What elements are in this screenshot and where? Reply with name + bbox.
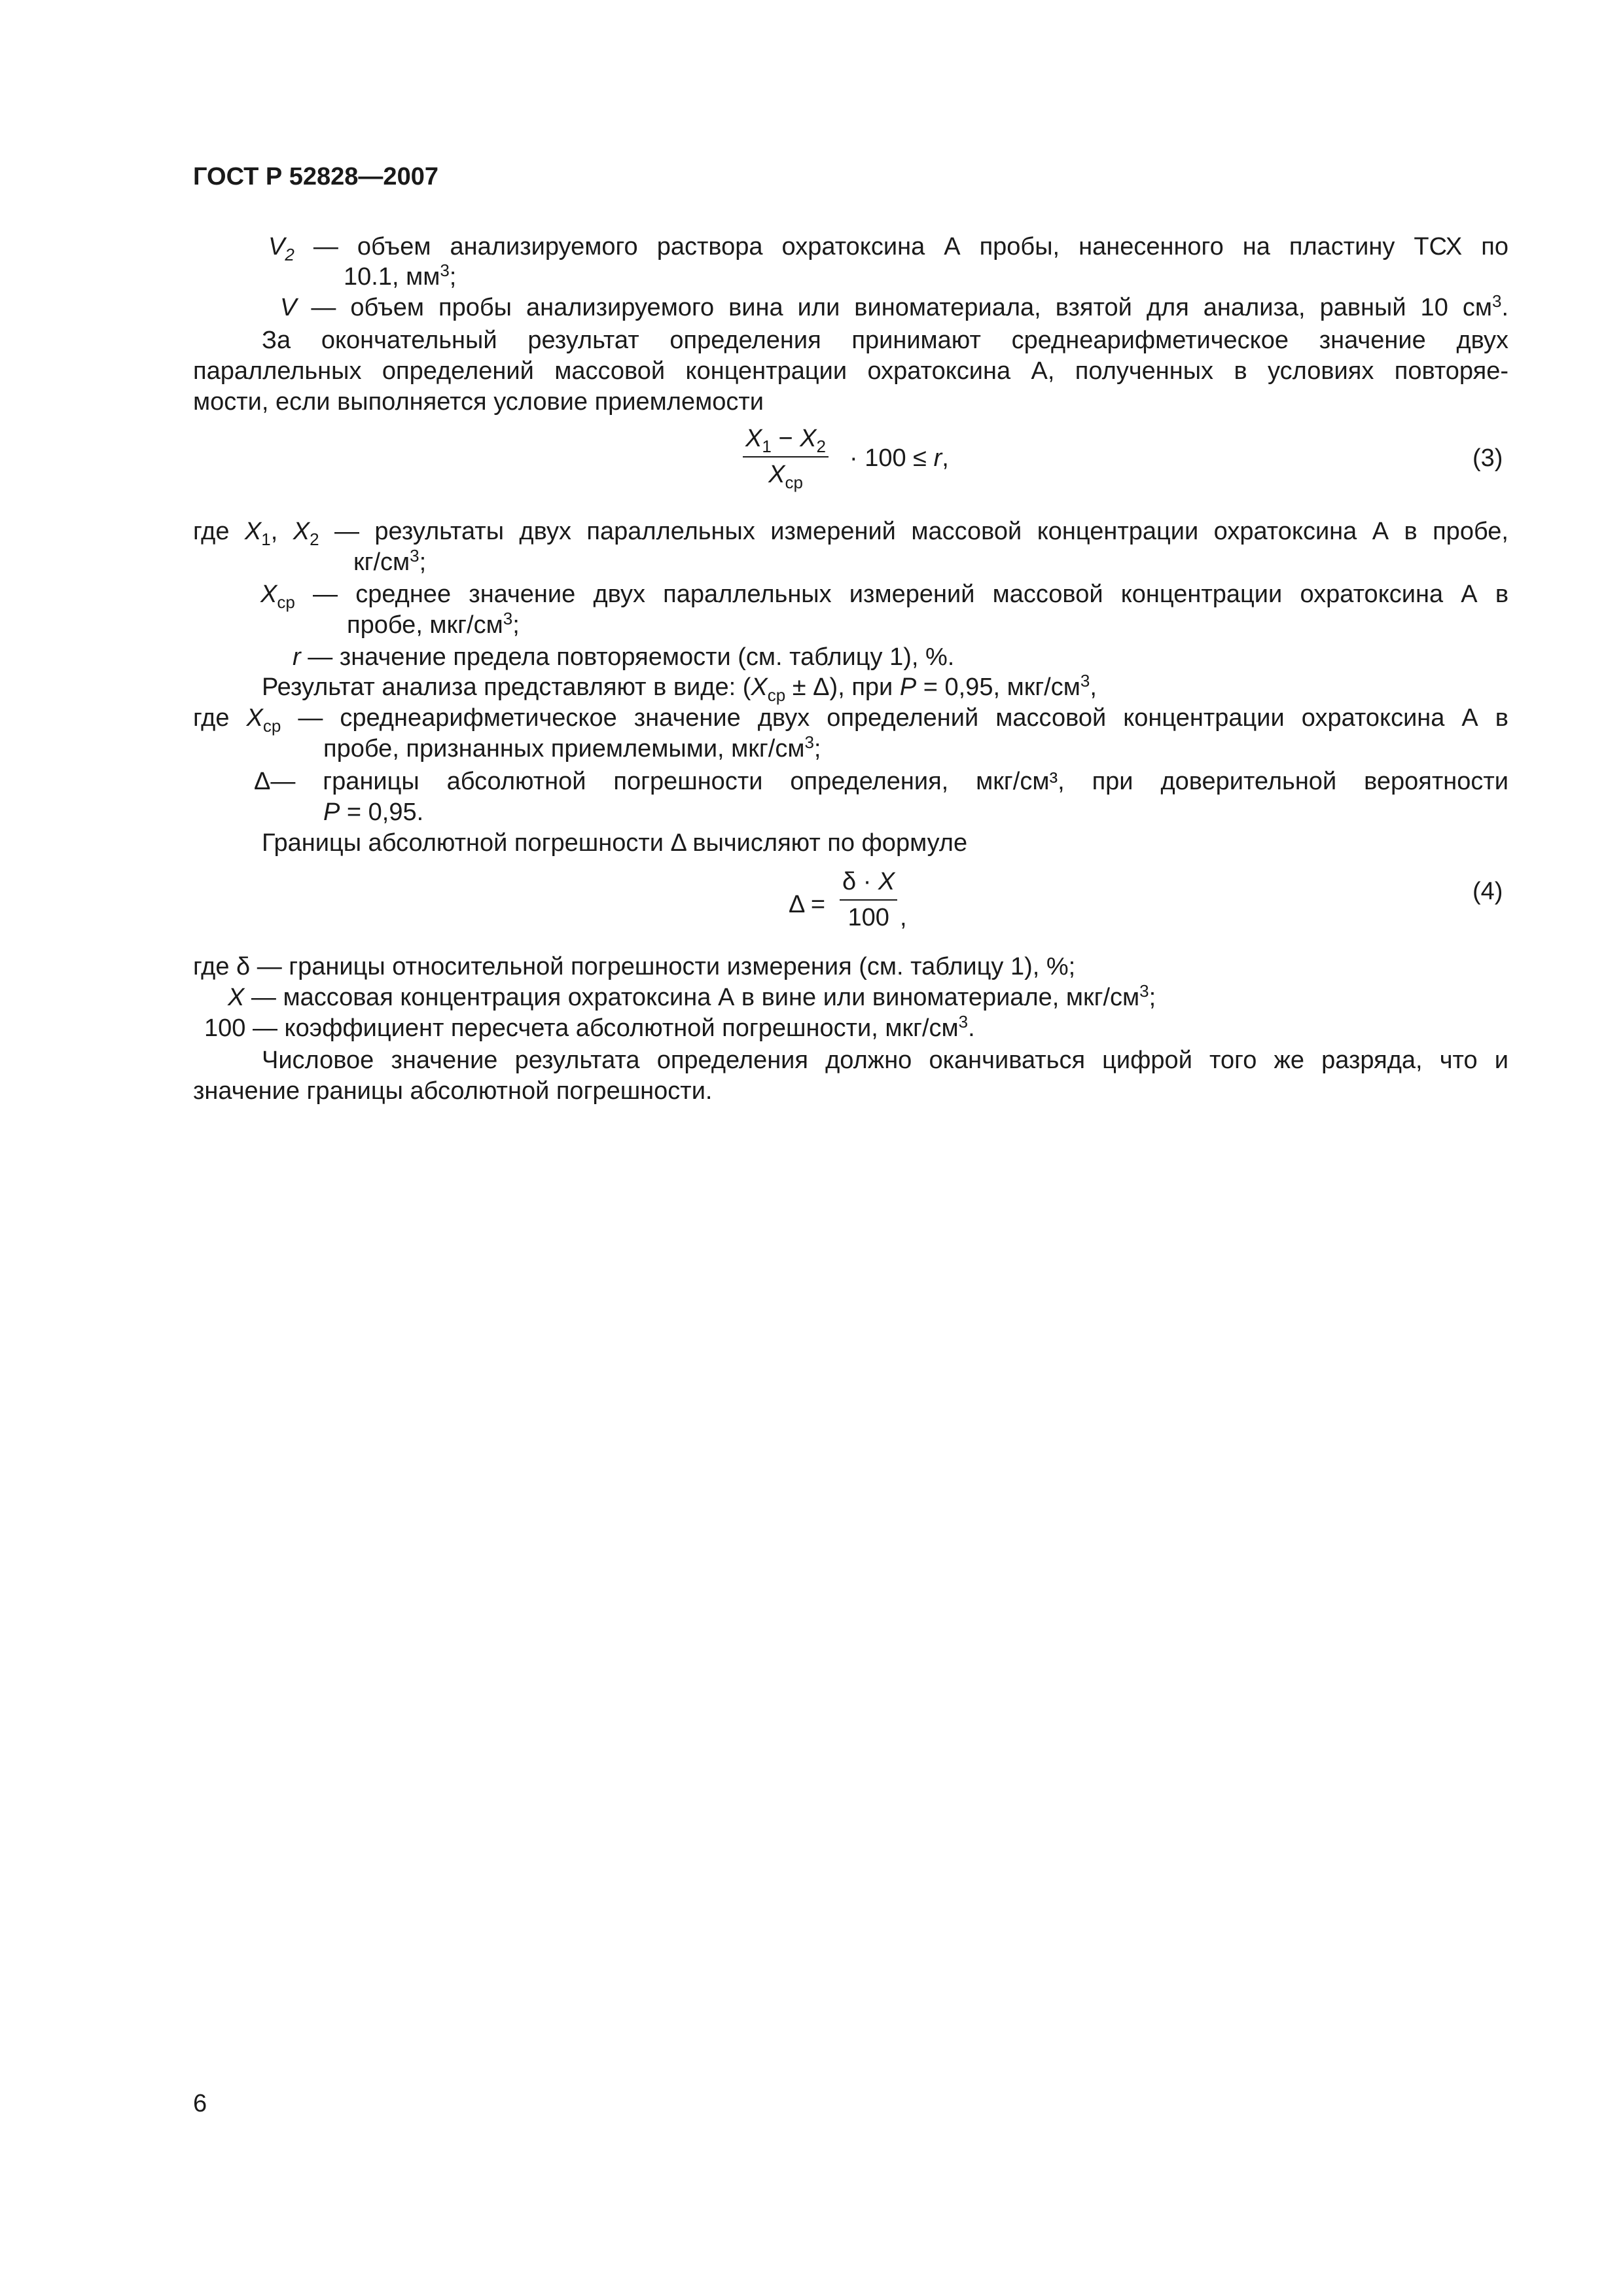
definition-v bbox=[280, 293, 1508, 323]
formula-4-fraction bbox=[840, 867, 897, 933]
formula-3-fraction bbox=[743, 424, 829, 490]
formula-4-comma: , bbox=[900, 904, 907, 931]
formula-4-number: (4) bbox=[1472, 878, 1503, 905]
formula-4-lhs: Δ = bbox=[789, 891, 826, 918]
definition-x-cp-mean: где $X_{ср}$ — среднеарифметическое значение двух определений массовой концентрации охратоксина А в bbox=[193, 704, 1508, 736]
formula-3-denominator: $X_{ср}$ bbox=[768, 461, 803, 492]
formula-3-number: (3) bbox=[1472, 444, 1503, 472]
formula-3-numerator: $X_1 - X_2$ bbox=[745, 425, 826, 456]
definition-x-cp-continuation: пробе, мкг/$см^3$; bbox=[347, 609, 520, 639]
definition-x-cp: $X_{ср}$ — среднее значение двух параллельных измерений массовой концентрации охратоксина А в bbox=[260, 581, 1509, 612]
symbol-v: V bbox=[280, 294, 297, 321]
paragraph-1-line-1: За окончательный результат определения принимают среднеарифметическое значение двух bbox=[262, 327, 1508, 354]
definition-x-cp-mean-continuation: пробе, признанных приемлемыми, мкг/$см^3$; bbox=[323, 732, 821, 762]
definition-x: X — массовая концентрация охратоксина А в вине или виноматериале, мкг/$см^3$; bbox=[228, 981, 1156, 1011]
definition-x1-x2: где $X_1$, $X_2$ — результаты двух параллельных измерений массовой концентрации охратоксина А в пробе, bbox=[193, 518, 1508, 549]
paragraph-1-line-2: параллельных определений массовой концентрации охратоксина А, полученных в условиях повторяе- bbox=[193, 357, 1508, 385]
definition-v-text: — объем пробы анализируемого вина или виноматериала, взятой для анализа, равный 10 $см^3$. bbox=[311, 291, 1508, 321]
formula-3-rest: · 100 ≤ r, bbox=[849, 444, 949, 472]
definition-v2-text: — объем анализируемого раствора охратоксина А пробы, нанесенного на пластину ТСХ по bbox=[313, 233, 1508, 260]
definition-r: r — значение предела повторяемости (см. таблицу 1), %. bbox=[293, 643, 955, 671]
paragraph-3-line-2: значение границы абсолютной погрешности. bbox=[193, 1077, 713, 1105]
formula-4-numerator: δ · X bbox=[842, 868, 895, 895]
definition-100: 100 — коэффициент пересчета абсолютной погрешности, мкг/$см^3$. bbox=[204, 1012, 975, 1042]
paragraph-1-line-3: мости, если выполняется условие приемлемости bbox=[193, 388, 764, 416]
paragraph-3-line-1: Числовое значение результата определения должно оканчиваться цифрой того же разряда, что и bbox=[262, 1047, 1508, 1074]
definition-v2 bbox=[268, 232, 1508, 262]
definition-delta-relative: где δ — границы относительной погрешности измерения (см. таблицу 1), %; bbox=[193, 953, 1076, 980]
symbol-v2: $V_2$ bbox=[268, 233, 294, 264]
page-number: 6 bbox=[193, 2090, 207, 2117]
definition-x1-x2-continuation: $кг/см^3$; bbox=[353, 546, 427, 576]
paragraph-2: Границы абсолютной погрешности Δ вычисляют по формуле bbox=[262, 829, 968, 857]
definition-delta: Δ— границы абсолютной погрешности определения, мкг/см³, при доверительной вероятности bbox=[254, 768, 1508, 795]
definition-delta-continuation: P = 0,95. bbox=[323, 798, 424, 826]
formula-4-denominator: 100 bbox=[847, 904, 889, 931]
definition-v2-continuation: 10.1, $мм^3$; bbox=[344, 260, 457, 291]
document-header: ГОСТ Р 52828—2007 bbox=[193, 163, 438, 190]
result-statement: Результат анализа представляют в виде: $(X_{ср} \pm \Delta)$, при P = 0,95, мкг/$см^3$, bbox=[262, 671, 1097, 705]
